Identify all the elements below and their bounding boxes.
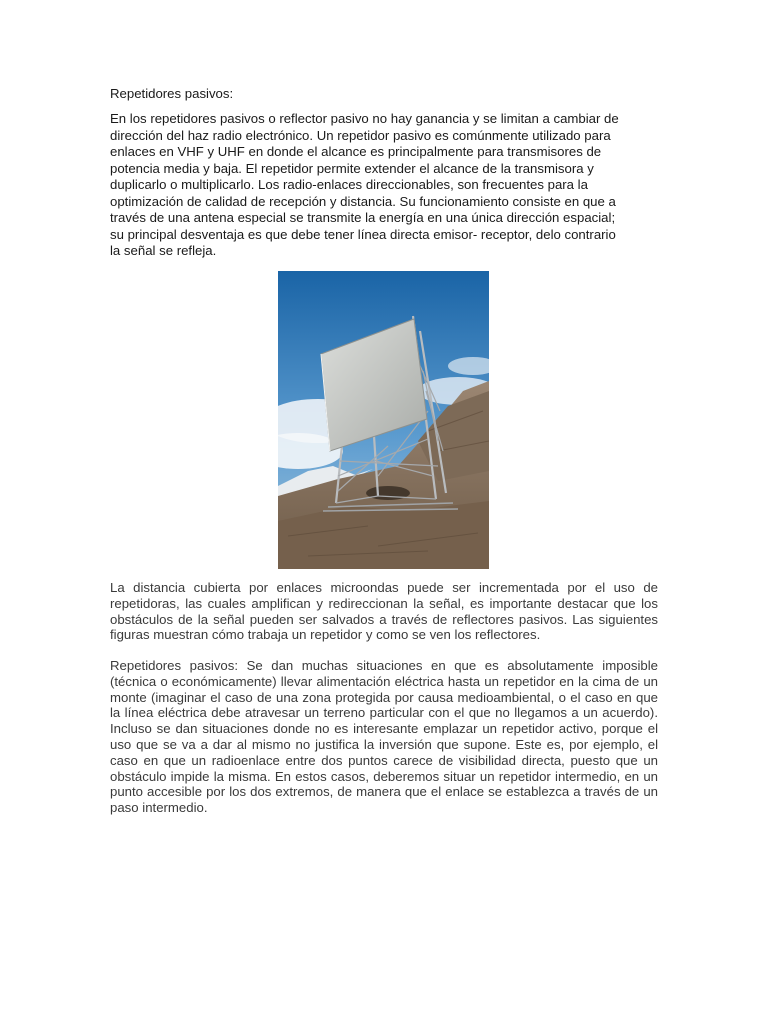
intro-paragraph: En los repetidores pasivos o reflector pasivo no hay ganancia y se limitan a cambiar de dirección del haz radio electrónico. Un repetidor pasivo es comúnmente utilizado para enlaces en VHF y UHF en donde el alcance es principalmente para transmisores de potencia media y baja. El repetidor permite extender el alcance de la transmisora y duplicarlo o multiplicarlo. Los radio-enlaces direccionables, son frecuentes para la optimización de calidad de recepción y distancia. Su funcionamiento consiste en que a través de una antena especial se transmite la energía en una única dirección espacial; su principal desventaja es que debe tener línea directa emisor- receptor, delo contrario la señal se refleja. xyxy=(110,111,619,258)
section-heading: Repetidores pasivos: xyxy=(110,86,234,101)
passive-reflector-photo xyxy=(278,271,489,569)
distance-paragraph: La distancia cubierta por enlaces microondas puede ser incrementada por el uso de repetidoras, las cuales amplifican y redireccionan la señal, es importante destacar que los obstáculos de la señal pueden ser salvados a través de reflectores pasivos. Las siguientes figuras muestran cómo trabaja un repetidor y como se ven los reflectores. xyxy=(110,580,658,643)
passive-repeaters-paragraph: Repetidores pasivos: Se dan muchas situaciones en que es absolutamente imposible (técnica o económicamente) llevar alimentación eléctrica hasta un repetidor en la cima de un monte (imaginar el caso de una zona protegida por causa medioambiental, o el caso en que la línea eléctrica debe atravesar un terreno particular con el que no llegamos a un acuerdo). Incluso se dan situaciones donde no es interesante emplazar un repetidor activo, porque el uso que se va a dar al mismo no justifica la inversión que supone. Este es, por ejemplo, el caso en que un radioenlace entre dos puntos carece de visibilidad directa, puesto que un obstáculo impide la misma. En estos casos, deberemos situar un repetidor intermedio, en un punto accesible por los dos extremos, de manera que el enlace se establezca a través de un paso intermedio. xyxy=(110,658,658,816)
